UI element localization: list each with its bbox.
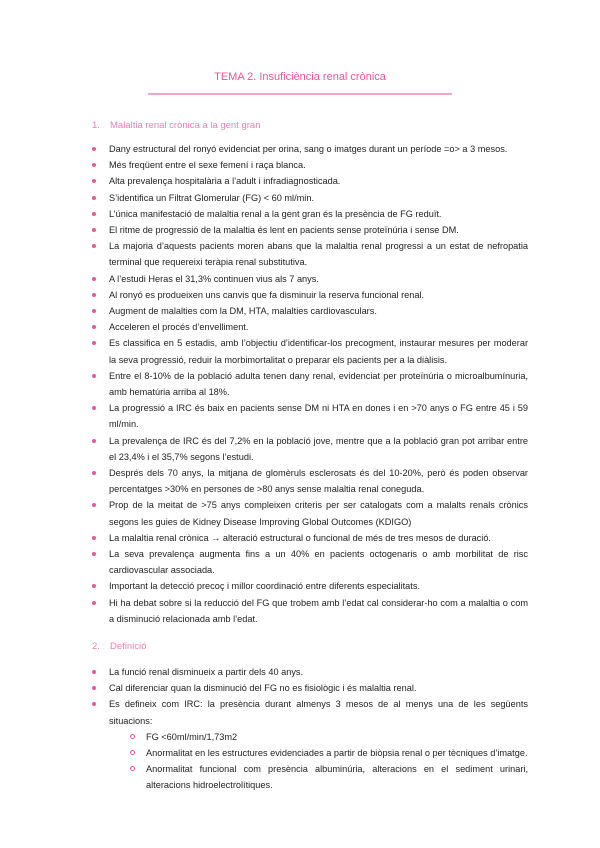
- bullet-icon: [92, 277, 96, 281]
- section-title: Definició: [110, 641, 147, 652]
- section-number: 2.: [92, 641, 100, 652]
- list-item: A l’estudi Heras el 31,3% continuen vius als 7 anys.: [0, 271, 600, 287]
- bullet-icon: [92, 471, 96, 475]
- sub-list-item: Anormalitat en les estructures evidenciades a partir de biòpsia renal o per tècniques d’imatge.: [109, 745, 528, 761]
- sub-list-item: FG <60ml/min/1,73m2: [109, 729, 528, 745]
- bullet-icon: [92, 536, 96, 540]
- bullet-icon: [92, 552, 96, 556]
- page-title: TEMA 2. Insuficiència renal crònica: [214, 71, 386, 83]
- bullet-icon: [92, 686, 96, 690]
- list-item: Cal diferenciar quan la disminució del FG no es fisiològic i és malaltia renal.: [0, 680, 600, 696]
- bullet-icon: [92, 163, 96, 167]
- bullet-list-section-2: [0, 664, 600, 794]
- list-item: La majoria d’aquests pacients moren abans que la malaltia renal progressi a un estat de nefropatia terminal que requereixi teràpia renal substitutiva.: [0, 238, 600, 270]
- bullet-icon: [92, 601, 96, 605]
- bullet-icon: [92, 341, 96, 345]
- list-item: Hi ha debat sobre si la reducció del FG que trobem amb l’edat cal considerar-ho com a malaltia o com a disminució relacionada amb l’edat.: [0, 595, 600, 627]
- list-item: La funció renal disminueix a partir dels 40 anys.: [0, 664, 600, 680]
- section-title: Malaltia renal crònica a la gent gran: [110, 120, 261, 131]
- title-underline: [148, 93, 452, 95]
- list-item: Al ronyó es produeixen uns canvis que fa disminuir la reserva funcional renal.: [0, 287, 600, 303]
- bullet-icon: [92, 702, 96, 706]
- list-item: El ritme de progressió de la malaltia és lent en pacients sense proteïnúria i sense DM.: [0, 222, 600, 238]
- circle-bullet-icon: [130, 734, 135, 739]
- bullet-icon: [92, 212, 96, 216]
- list-item: Prop de la meitat de >75 anys compleixen criteris per ser catalogats com a malalts renals crònics segons les guies de Kidney Disease Improving Global Outcomes (KDIGO): [0, 497, 600, 529]
- list-item: La seva prevalença augmenta fins a un 40% en pacients octogenaris o amb morbilitat de risc cardiovascular associada.: [0, 546, 600, 578]
- list-item: Més freqüent entre el sexe femení i raça blanca.: [0, 157, 600, 173]
- bullet-icon: [92, 325, 96, 329]
- bullet-icon: [92, 374, 96, 378]
- circle-bullet-icon: [130, 750, 135, 755]
- section-number: 1.: [92, 120, 100, 131]
- list-item: La malaltia renal crònica → alteració estructural o funcional de més de tres mesos de duració.: [0, 530, 600, 546]
- list-item: Després dels 70 anys, la mitjana de glomèruls esclerosats és del 10-20%, però és poden observar percentatges >30% en persones de >80 anys sense malaltia renal coneguda.: [0, 465, 600, 497]
- circle-bullet-icon: [130, 766, 135, 771]
- list-item: La prevalença de IRC és del 7,2% en la població jove, mentre que a la població gran pot arribar entre el 23,4% i el 35,7% segons l’estudi.: [0, 433, 600, 465]
- list-item: La progressió a IRC és baix en pacients sense DM ni HTA en dones i en >70 anys o FG entre 45 i 59 ml/min.: [0, 400, 600, 432]
- section-heading-1: [92, 120, 261, 131]
- bullet-icon: [92, 244, 96, 248]
- list-item: Important la detecció precoç i millor coordinació entre diferents especialitats.: [0, 578, 600, 594]
- sub-list-item: Anormalitat funcional com presència albuminúria, alteracions en el sediment urinari, alteracions hidroelectrolítiques.: [109, 761, 528, 793]
- bullet-icon: [92, 147, 96, 151]
- list-item: L’única manifestació de malaltia renal a la gent gran és la presència de FG reduït.: [0, 206, 600, 222]
- list-item: Es defineix com IRC: la presència durant almenys 3 mesos de al menys una de les següents situacions: FG <60ml/min/1,73m2 Anormalitat en les estructures evidenciades a partir de biòpsia renal o per tècniques d’imatge. Anormalitat funcional com presència albuminúria, alteracions en el sediment urinari, alteracions hidroelectrolítiques.: [0, 696, 600, 793]
- sub-list: [109, 729, 528, 794]
- bullet-icon: [92, 439, 96, 443]
- bullet-icon: [92, 503, 96, 507]
- bullet-icon: [92, 196, 96, 200]
- bullet-icon: [92, 584, 96, 588]
- list-item: S’identifica un Filtrat Glomerular (FG) < 60 ml/min.: [0, 190, 600, 206]
- section-heading-2: [92, 641, 146, 652]
- list-item: Entre el 8-10% de la població adulta tenen dany renal, evidenciat per proteïnúria o microalbumínuria, amb hematúria arriba al 18%.: [0, 368, 600, 400]
- bullet-icon: [92, 309, 96, 313]
- bullet-icon: [92, 228, 96, 232]
- list-item: Alta prevalença hospitalària a l’adult i infradiagnosticada.: [0, 173, 600, 189]
- bullet-icon: [92, 179, 96, 183]
- list-item: Es classifica en 5 estadis, amb l’objectiu d’identificar-los precogment, instaurar mesures per moderar la seva progressió, reduir la morbimortalitat o preparar els pacients per a la diàlisis.: [0, 335, 600, 367]
- bullet-icon: [92, 406, 96, 410]
- list-item: Acceleren el procés d’envelliment.: [0, 319, 600, 335]
- list-item: Dany estructural del ronyó evidenciat per orina, sang o imatges durant un període =o> a 3 mesos.: [0, 141, 600, 157]
- bullet-icon: [92, 293, 96, 297]
- bullet-list-section-1: [0, 141, 600, 627]
- list-item: Augment de malalties com la DM, HTA, malalties cardiovasculars.: [0, 303, 600, 319]
- bullet-icon: [92, 670, 96, 674]
